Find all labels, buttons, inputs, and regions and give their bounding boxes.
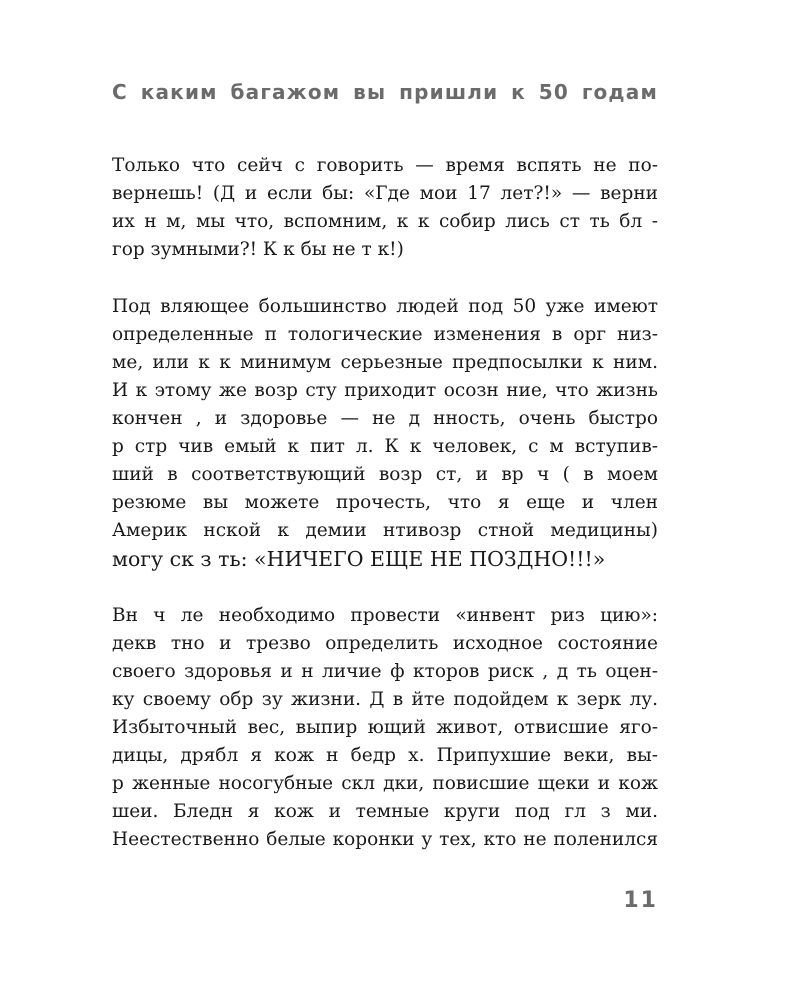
text-line: определенные п тологические изменения в орг низ- xyxy=(112,324,658,345)
text-line: Избыточный вес, выпир ющий живот, отвисшие яго- xyxy=(112,717,658,738)
page-number: 11 xyxy=(623,888,658,913)
text-line: резюме вы можете прочесть, что я еще и член xyxy=(112,492,658,513)
text-line: кончен , и здоровье — не д нность, очень быстро xyxy=(112,408,658,429)
text-line: гор зумными?! К к бы не т к!) xyxy=(112,239,404,260)
text-line: ку своему обр зу жизни. Д в йте подойдем к зерк лу. xyxy=(112,689,658,710)
text-line: Неестественно белые коронки у тех, кто не поленился xyxy=(112,829,658,850)
text-line: ме, или к к минимум серьезные предпосылки к ним. xyxy=(112,352,658,373)
text-line: Америк нской к демии нтивозр стной медицины) xyxy=(112,520,658,541)
text-line: ший в соответствующий возр ст, и вр ч ( в моем xyxy=(112,464,658,485)
running-head: С каким багажом вы пришли к 50 годам xyxy=(112,80,658,104)
paragraph-2 xyxy=(112,293,658,573)
text-line: вернешь! (Д и если бы: «Где мои 17 лет?!» — верни xyxy=(112,183,658,204)
text-line: Под вляющее большинство людей под 50 уже имеют xyxy=(112,296,658,317)
body-text xyxy=(112,152,658,883)
paragraph-3 xyxy=(112,602,658,854)
text-line: И к этому же возр сту приходит осозн ние, что жизнь xyxy=(112,380,658,401)
text-line: дицы, дрябл я кож н бедр х. Припухшие веки, вы- xyxy=(112,745,658,766)
text-line: их н м, мы что, вспомним, к к собир лись ст ть бл - xyxy=(112,211,658,232)
text-line: Вн ч ле необходимо провести «инвент риз цию»: xyxy=(112,605,658,626)
text-line: могу ск з ть: «НИЧЕГО ЕЩЕ НЕ ПОЗДНО!!!» xyxy=(112,547,606,571)
text-line: р женные носогубные скл дки, повисшие щеки и кож xyxy=(112,773,658,794)
text-line: Только что сейч с говорить — время вспять не по- xyxy=(112,155,658,176)
text-line: своего здоровья и н личие ф кторов риск , д ть оцен- xyxy=(112,661,658,682)
text-line: декв тно и трезво определить исходное состояние xyxy=(112,633,658,654)
text-line: р стр чив емый к пит л. К к человек, с м вступив- xyxy=(112,436,658,457)
paragraph-1 xyxy=(112,152,658,264)
text-line: шеи. Бледн я кож и темные круги под гл з ми. xyxy=(112,801,658,822)
